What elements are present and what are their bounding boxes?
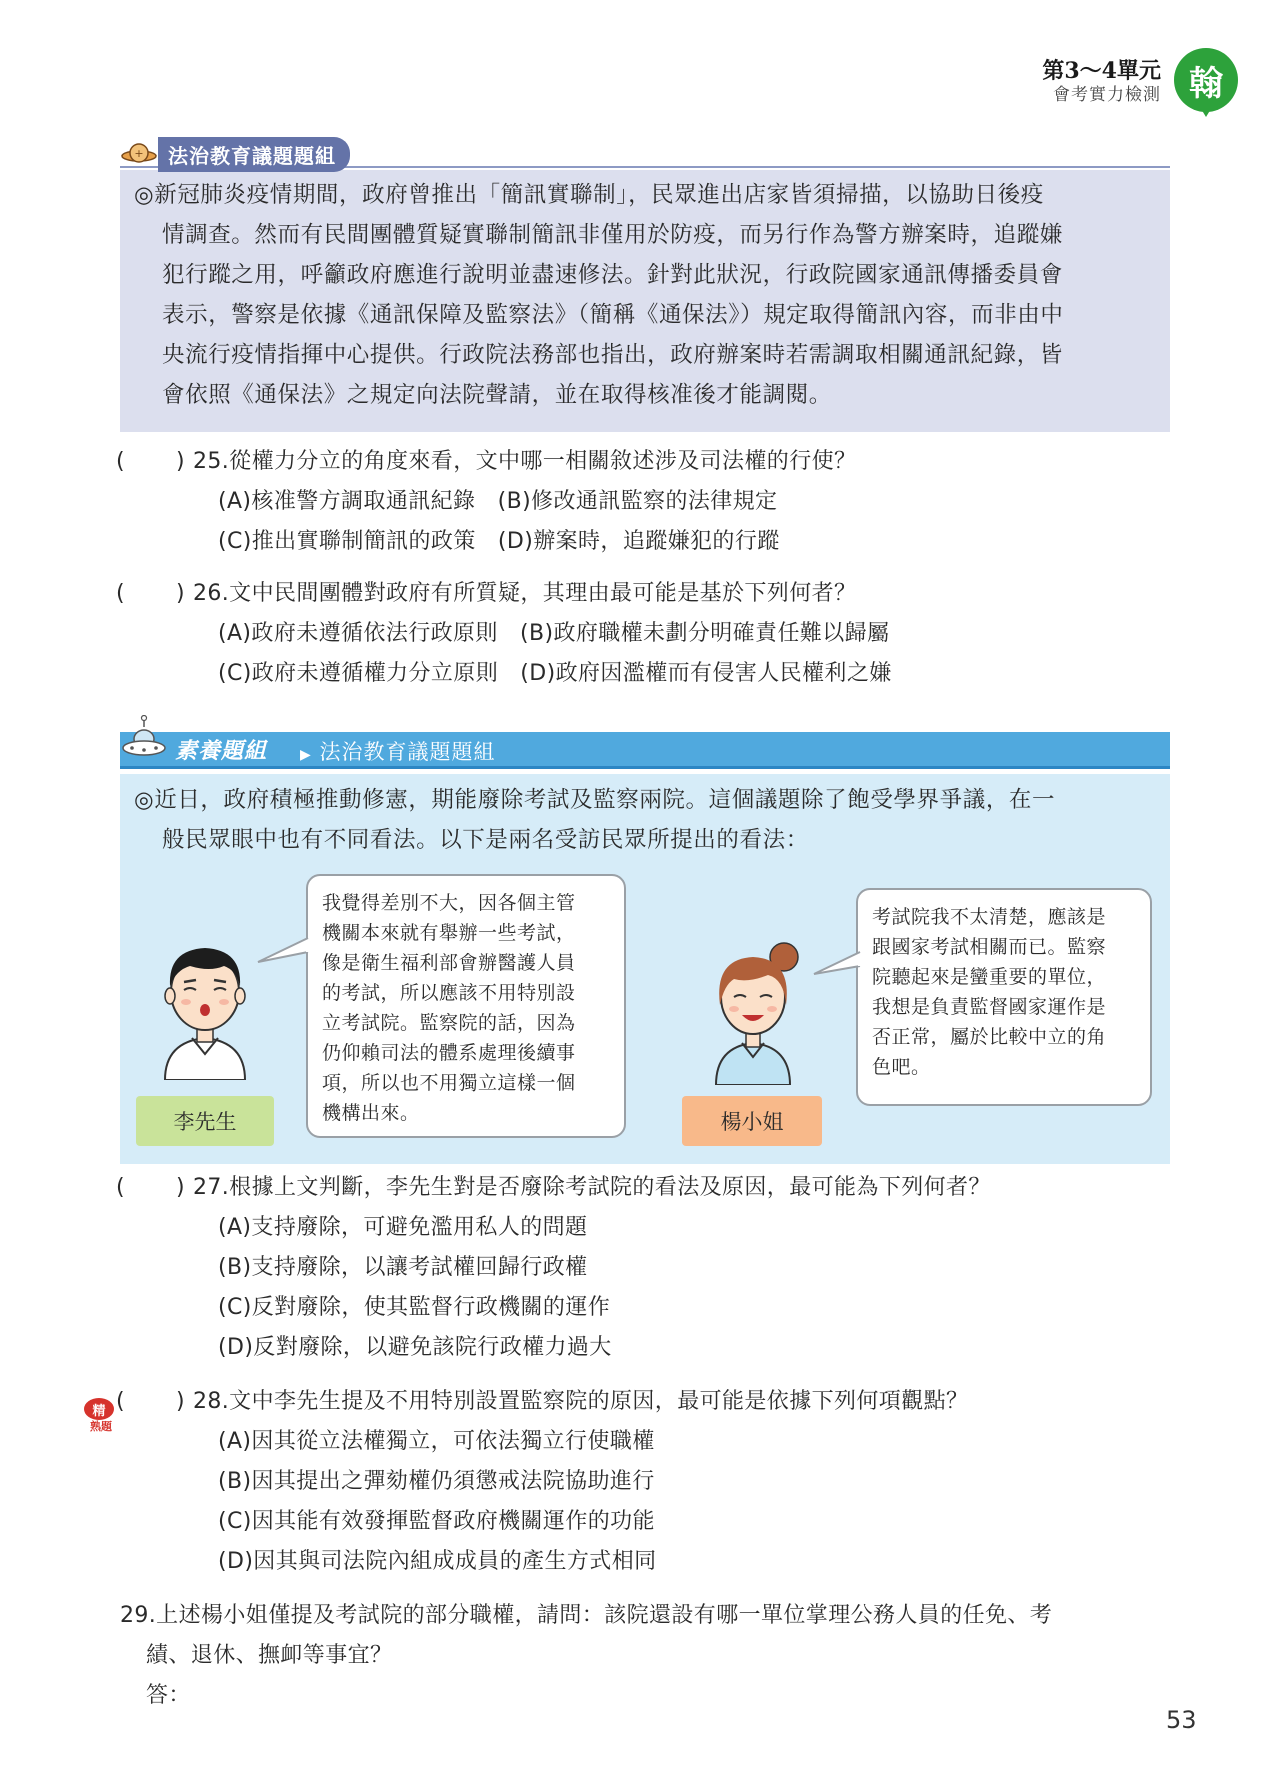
speech-line: 立考試院。監察院的話，因為: [322, 1012, 576, 1034]
ufo-icon: [122, 715, 170, 765]
planet-icon: [120, 140, 158, 168]
option-row: (B)因其提出之彈劾權仍須懲戒法院協助進行: [218, 1469, 655, 1494]
section2-title: 素養題組: [175, 739, 268, 764]
avatar-li: [150, 930, 260, 1080]
passage-line: 犯行蹤之用，呼籲政府應進行說明並盡速修法。針對此狀況，行政院國家通訊傳播委員會: [162, 262, 1063, 288]
question-25: [0, 442, 1276, 482]
question-text: 29.上述楊小姐僅提及考試院的部分職權，請問：該院還設有哪一單位掌理公務人員的任免、考: [120, 1603, 1053, 1628]
section2-header-bar: [120, 732, 1170, 766]
speech-line: 色吧。: [872, 1056, 931, 1078]
question-text: 27.根據上文判斷，李先生對是否廢除考試院的看法及原因，最可能為下列何者？: [193, 1175, 991, 1200]
passage-line: 情調查。然而有民間團體質疑實聯制簡訊非僅用於防疫，而另行作為警方辦案時，追蹤嫌: [162, 222, 1063, 248]
option-row: (D)反對廢除，以避免該院行政權力過大: [218, 1335, 612, 1360]
answer-paren-close: ): [176, 449, 185, 474]
svg-text:+: +: [134, 147, 144, 160]
speech-line: 仍仰賴司法的體系處理後續事: [322, 1042, 576, 1064]
unit-subtitle: 會考實力檢測: [1053, 85, 1161, 105]
unit-title: 第3～4單元: [1042, 58, 1161, 84]
mastery-mark-bottom: 熟題: [90, 1420, 112, 1433]
option-row: (C)反對廢除，使其監督行政機關的運作: [218, 1295, 611, 1320]
passage-line: 般民眾眼中也有不同看法。以下是兩名受訪民眾所提出的看法：: [162, 827, 809, 853]
speech-tail-yang: [812, 950, 862, 980]
speech-line: 院聽起來是蠻重要的單位，: [872, 966, 1107, 988]
answer-paren-open: (: [116, 449, 125, 474]
question-28: [0, 1382, 1276, 1422]
arrow-icon: ▶: [300, 747, 312, 763]
question-26: [0, 574, 1276, 614]
question-29: [120, 1596, 1180, 1716]
answer-label: 答：: [146, 1683, 191, 1708]
question-text: 25.從權力分立的角度來看，文中哪一相關敘述涉及司法權的行使？: [193, 449, 857, 474]
speech-line: 像是衛生福利部會辦醫護人員: [322, 952, 576, 974]
name-tag-yang: 楊小姐: [682, 1096, 822, 1146]
option-row: (A)因其從立法權獨立，可依法獨立行使職權: [218, 1429, 655, 1454]
avatar-yang: [698, 935, 808, 1085]
speech-line: 我想是負責監督國家運作是: [872, 996, 1107, 1018]
section2-header-underline: [120, 766, 1170, 769]
speech-line: 機構出來。: [322, 1102, 420, 1124]
speech-line: 考試院我不太清楚，應該是: [872, 906, 1107, 928]
passage-line: ◎近日，政府積極推動修憲，期能廢除考試及監察兩院。這個議題除了飽受學界爭議，在一: [134, 787, 1056, 813]
passage-line: 央流行疫情指揮中心提供。行政院法務部也指出，政府辦案時若需調取相關通訊紀錄，皆: [162, 342, 1063, 368]
speech-line: 機關本來就有舉辦一些考試，: [322, 922, 576, 944]
answer-paren-close: ): [176, 581, 185, 606]
question-text: 28.文中李先生提及不用特別設置監察院的原因，最可能是依據下列何項觀點？: [193, 1389, 969, 1414]
mastery-mark-top: 精: [84, 1398, 114, 1420]
passage-line: 會依照《通保法》之規定向法院聲請，並在取得核准後才能調閱。: [162, 382, 832, 408]
section1-passage: [134, 175, 1159, 415]
option-row: (C)因其能有效發揮監督政府機關運作的功能: [218, 1509, 655, 1534]
option-row: (C)政府未遵循權力分立原則 (D)政府因濫權而有侵害人民權利之嫌: [218, 661, 892, 686]
passage-line: ◎新冠肺炎疫情期間，政府曾推出「簡訊實聯制」，民眾進出店家皆須掃描，以協助日後疫: [134, 182, 1044, 208]
option-row: (A)支持廢除，可避免濫用私人的問題: [218, 1215, 588, 1240]
option-row: (A)政府未遵循依法行政原則 (B)政府職權未劃分明確責任難以歸屬: [218, 621, 890, 646]
speech-line: 的考試，所以應該不用特別設: [322, 982, 576, 1004]
question-27: [0, 1168, 1276, 1208]
question-text: 績、退休、撫卹等事宜？: [146, 1643, 393, 1668]
answer-paren-open: (: [116, 1175, 125, 1200]
speech-line: 跟國家考試相關而已。監察: [872, 936, 1107, 958]
speech-line: 項，所以也不用獨立這樣一個: [322, 1072, 576, 1094]
answer-paren-close: ): [176, 1389, 185, 1414]
option-row: (D)因其與司法院內組成成員的產生方式相同: [218, 1549, 657, 1574]
section1-header: [120, 138, 350, 170]
option-row: (C)推出實聯制簡訊的政策 (D)辦案時，追蹤嫌犯的行蹤: [218, 529, 780, 554]
passage-line: 表示，警察是依據《通訊保障及監察法》（簡稱《通保法》）規定取得簡訊內容，而非由中: [162, 302, 1064, 328]
section2-subtitle-text: 法治教育議題題組: [319, 740, 496, 764]
option-row: (B)支持廢除，以讓考試權回歸行政權: [218, 1255, 588, 1280]
section2-passage: [134, 780, 1164, 860]
name-tag-li: 李先生: [136, 1096, 274, 1146]
option-row: (A)核准警方調取通訊紀錄 (B)修改通訊監察的法律規定: [218, 489, 778, 514]
answer-paren-close: ): [176, 1175, 185, 1200]
speech-tail-li: [256, 936, 310, 966]
answer-paren-open: (: [116, 1389, 125, 1414]
page-number: 53: [1166, 1706, 1197, 1734]
publisher-badge: 翰: [1174, 48, 1238, 112]
speech-bubble-yang: [856, 888, 1152, 1106]
section1-title: 法治教育議題題組: [158, 137, 350, 172]
speech-line: 否正常，屬於比較中立的角: [872, 1026, 1107, 1048]
speech-bubble-li: [306, 874, 626, 1138]
section2-subtitle: [300, 736, 495, 766]
question-text: 26.文中民間團體對政府有所質疑，其理由最可能是基於下列何者？: [193, 581, 857, 606]
speech-line: 我覺得差別不大，因各個主管: [322, 892, 576, 914]
answer-paren-open: (: [116, 581, 125, 606]
